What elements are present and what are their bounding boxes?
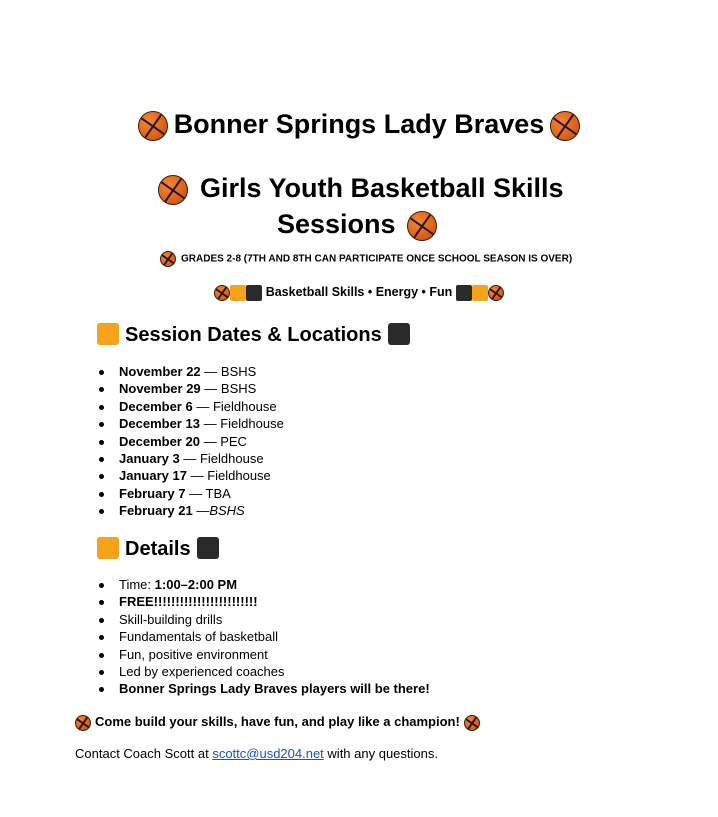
black-square-icon: [456, 285, 472, 301]
orange-square-icon: [472, 285, 488, 301]
basketball-icon: [407, 211, 437, 241]
basketball-icon: [464, 715, 480, 731]
basketball-icon: [138, 111, 168, 141]
details-list: [97, 576, 430, 698]
list-item: Skill-building drills: [97, 611, 430, 628]
list-item: Fundamentals of basketball: [97, 628, 430, 645]
tagline: Basketball Skills • Energy • Fun: [0, 283, 718, 301]
list-item: November 22 — BSHS: [97, 363, 284, 380]
sessions-list: [97, 363, 284, 520]
list-item: February 7 — TBA: [97, 485, 284, 502]
list-item: January 3 — Fieldhouse: [97, 450, 284, 467]
list-item: December 20 — PEC: [97, 433, 284, 450]
sessions-heading: Session Dates & Locations: [97, 321, 410, 349]
basketball-icon: [158, 175, 188, 205]
black-square-icon: [388, 323, 410, 345]
black-square-icon: [246, 285, 262, 301]
details-heading: Details: [97, 535, 219, 563]
call-to-action: Come build your skills, have fun, and play like a champion!: [75, 711, 480, 733]
list-item: Bonner Springs Lady Braves players will be there!: [97, 680, 430, 697]
email-link[interactable]: scottc@usd204.net: [212, 746, 324, 761]
basketball-icon: [488, 285, 504, 301]
grades-note: GRADES 2-8 (7TH AND 8TH CAN PARTICIPATE ONCE SCHOOL SEASON IS OVER): [160, 251, 572, 268]
list-item: January 17 — Fieldhouse: [97, 467, 284, 484]
list-item: Fun, positive environment: [97, 646, 430, 663]
subtitle-line-2: Sessions: [100, 206, 618, 242]
list-item: November 29 — BSHS: [97, 380, 284, 397]
title-text: Bonner Springs Lady Braves: [173, 109, 545, 139]
basketball-icon: [550, 111, 580, 141]
list-item: December 6 — Fieldhouse: [97, 398, 284, 415]
orange-square-icon: [97, 323, 119, 345]
subtitle-line-1: Girls Youth Basketball Skills: [100, 170, 618, 206]
contact-line: Contact Coach Scott at scottc@usd204.net with any questions.: [75, 746, 438, 761]
basketball-icon: [75, 715, 91, 731]
page-subtitle: [100, 170, 618, 242]
list-item: Led by experienced coaches: [97, 663, 430, 680]
black-square-icon: [197, 537, 219, 559]
basketball-icon: [160, 251, 176, 267]
list-item: December 13 — Fieldhouse: [97, 415, 284, 432]
list-item: February 21 —BSHS: [97, 502, 284, 519]
page-title: [0, 106, 718, 142]
basketball-icon: [214, 285, 230, 301]
orange-square-icon: [97, 537, 119, 559]
list-item: Time: 1:00–2:00 PM: [97, 576, 430, 593]
orange-square-icon: [230, 285, 246, 301]
list-item: FREE!!!!!!!!!!!!!!!!!!!!!!!!: [97, 593, 430, 610]
